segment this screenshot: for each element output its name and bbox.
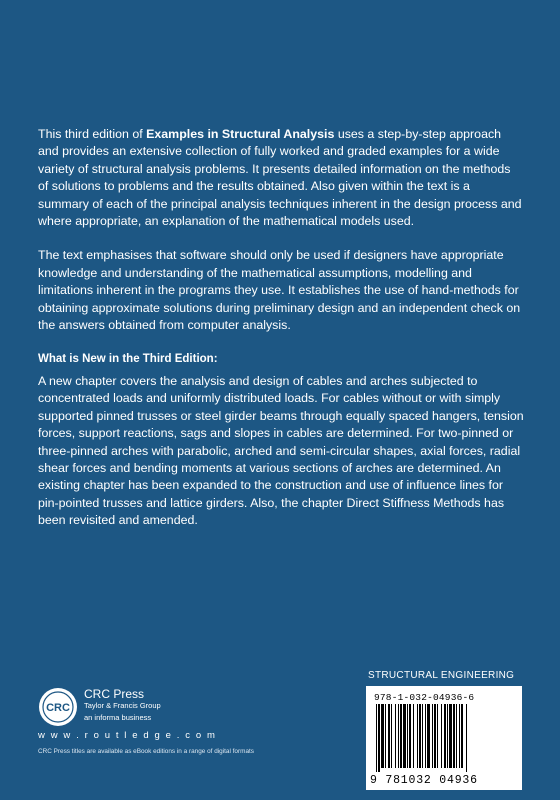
barcode-bar: [461, 704, 463, 768]
barcode-bar: [427, 704, 430, 768]
barcode-bar: [422, 704, 423, 768]
barcode-bar: [453, 704, 455, 768]
barcode-bar: [376, 704, 377, 772]
book-title: Examples in Structural Analysis: [146, 127, 335, 141]
barcode-bar: [432, 704, 433, 768]
barcode-bar: [388, 704, 390, 768]
blurb: [38, 126, 524, 547]
whats-new-paragraph: A new chapter covers the analysis and design of cables and arches subjected to concentrated loads and uniformly distributed loads. For cables without or with simply supported pinned trusses or steel girder beams through equally spaced hangers, tension forces, support reactions, sags and slopes in cables are determined. For two-pinned or three-pinned arches with parabolic, arched and semi-circular shapes, axial forces, radial shear forces and bending moments at various sections of arches are determined. An existing chapter has been expanded to the construction and use of influence lines for pin-pointed trusses and lattice girders. Also, the chapter Direct Stiffness Methods has been revisited and amended.: [38, 373, 524, 528]
barcode-bar: [398, 704, 399, 768]
barcode-bars: [376, 704, 512, 772]
intro-paragraph: [38, 126, 524, 230]
barcode-bar: [441, 704, 442, 768]
publisher-block: [84, 688, 161, 724]
barcode-bar: [459, 704, 460, 768]
barcode: [366, 686, 522, 790]
isbn-bottom: 9 781032 04936: [370, 774, 478, 787]
crc-logo-icon: [38, 687, 78, 727]
barcode-bar: [419, 704, 421, 768]
barcode-bar: [434, 704, 436, 768]
barcode-bar: [395, 704, 396, 768]
barcode-bar: [456, 704, 457, 768]
whats-new-heading: What is New in the Third Edition:: [38, 353, 218, 366]
category-label: STRUCTURAL ENGINEERING: [368, 670, 515, 681]
publisher-group: Taylor & Francis Group: [84, 701, 161, 710]
barcode-bar: [444, 704, 446, 768]
barcode-bar: [385, 704, 386, 768]
barcode-bar: [400, 704, 402, 768]
barcode-bar: [378, 704, 380, 772]
second-paragraph: The text emphasises that software should only be used if designers have appropriate knowledge and understanding of the mathematical assumptions, modelling and limitations inherent in the programs they use. It establishes the use of hand-methods for obtaining approximate solutions during preliminary design and an independent check on the answers obtained from computer analysis.: [38, 248, 521, 333]
barcode-bar: [466, 704, 467, 772]
logo-text: CRC: [46, 702, 70, 714]
barcode-bar: [437, 704, 438, 768]
barcode-bar: [407, 704, 408, 768]
barcode-bar: [449, 704, 452, 768]
intro-lead: This third edition of: [38, 127, 147, 141]
barcode-bar: [417, 704, 418, 768]
barcode-bar: [413, 704, 414, 768]
barcode-bar: [403, 704, 406, 768]
barcode-bar: [381, 704, 384, 768]
publisher-business: an informa business: [84, 713, 152, 722]
isbn-top: 978-1-032-04936-6: [374, 692, 475, 703]
publisher-url: w w w . r o u t l e d g e . c o m: [38, 730, 217, 741]
barcode-bar: [391, 704, 392, 768]
intro-rest: uses a step-by-step approach and provides an extensive collection of fully worked and graded examples for a wide variety of structural analysis problems. It presents detailed information on the methods of solutions to problems and the results obtained. Also given within the text is a summary of each of the principal analysis techniques inherent in the design process and where appropriate, an explanation of the mathematical models used.: [38, 127, 522, 229]
barcode-bar: [447, 704, 448, 768]
barcode-bar: [409, 704, 411, 768]
publisher-name: CRC Press: [84, 687, 145, 701]
ebook-note: CRC Press titles are available as eBook editions in a range of digital formats: [38, 748, 254, 755]
barcode-bar: [425, 704, 426, 768]
